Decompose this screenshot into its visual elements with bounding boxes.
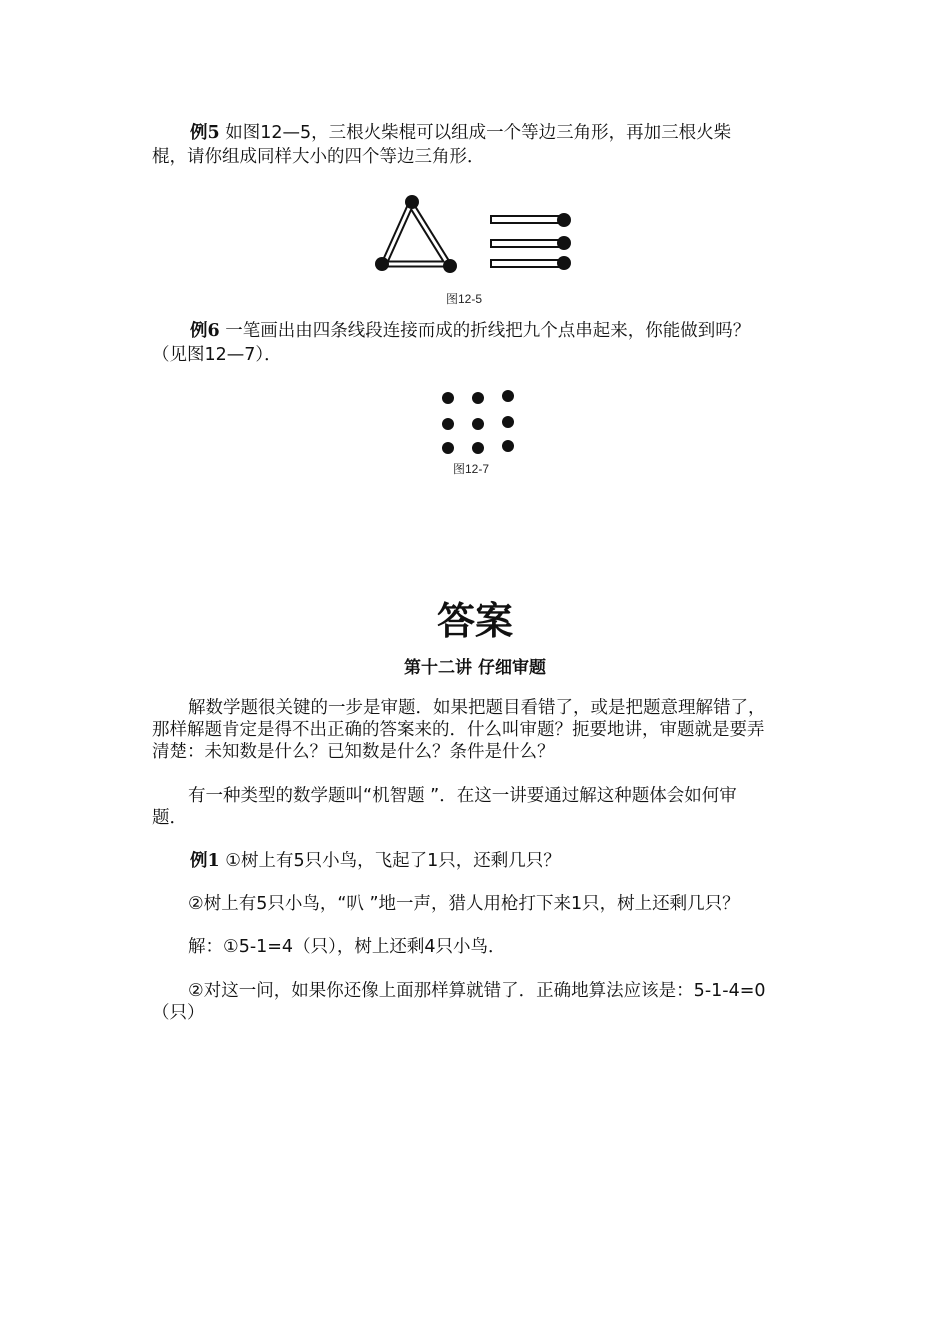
ex1-question-1 (190, 850, 850, 872)
match-head (405, 195, 419, 209)
para-1-line-3: 清楚：未知数是什么？已知数是什么？条件是什么？ (152, 742, 555, 762)
para-2-line-1: 有一种类型的数学题叫“机智题 ”．在这一讲要通过解这种题体会如何审 (188, 786, 737, 806)
answer-title: 答案 (436, 599, 513, 643)
ex6-line-1 (190, 320, 850, 342)
ex1-question-2: ②树上有5只小鸟，“叭 ”地一声，猎人用枪打下来1只，树上还剩几只？ (188, 894, 740, 914)
matchstick-figure-12-5 (360, 188, 590, 283)
match-head (375, 257, 389, 271)
ex5-line-1 (190, 122, 850, 144)
ex5-line-2: 棍，请你组成同样大小的四个等边三角形． (152, 147, 485, 167)
loose-matches (491, 213, 571, 270)
match-head (443, 259, 457, 273)
ex6-label: 例6 (190, 321, 220, 341)
ex6-line-2: （见图12—7）． (152, 345, 282, 365)
figure-12-7-caption: 图12-7 (453, 462, 490, 476)
ex1-question-1-text: ①树上有5只小鸟，飞起了1只，还剩几只？ (225, 851, 561, 871)
ex5-label: 例5 (190, 123, 220, 143)
solution-2-line-2: （只） (152, 1003, 205, 1023)
para-1-line-1: 解数学题很关键的一步是审题．如果把题目看错了，或是把题意理解错了， (188, 698, 766, 718)
solution-2-line-1: ②对这一问，如果你还像上面那样算就错了．正确地算法应该是：5-1-4=0 (188, 981, 766, 1001)
para-1-line-2: 那样解题肯定是得不出正确的答案来的．什么叫审题？扼要地讲，审题就是要弄 (152, 720, 765, 740)
ex6-text-1: 一笔画出由四条线段连接而成的折线把九个点串起来，你能做到吗？ (225, 321, 751, 341)
para-2-line-2: 题． (152, 808, 187, 828)
nine-dots-figure-12-7 (436, 386, 520, 458)
ex1-label: 例1 (190, 851, 220, 871)
figure-12-5-caption: 图12-5 (446, 292, 483, 306)
ex5-text-1: 如图12—5，三根火柴棍可以组成一个等边三角形，再加三根火柴 (225, 123, 732, 143)
lecture-subtitle: 第十二讲 仔细审题 (404, 658, 546, 678)
solution-1: 解：①5-1=4（只），树上还剩4只小鸟． (188, 937, 506, 957)
